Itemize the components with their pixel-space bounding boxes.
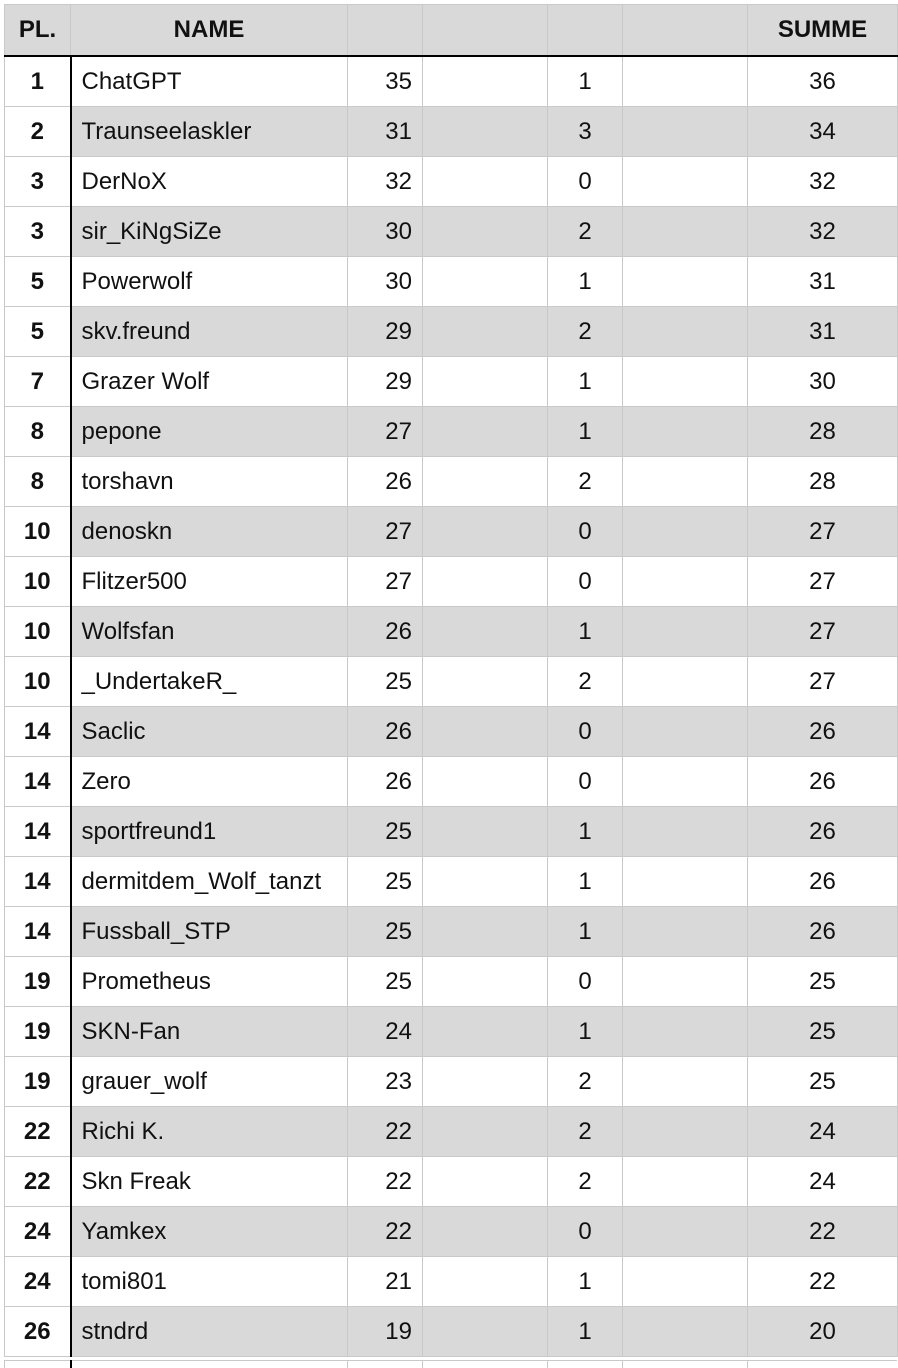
cell-place: 10 bbox=[5, 557, 71, 607]
table-row bbox=[5, 1307, 898, 1357]
table-row bbox=[5, 857, 898, 907]
cell-empty bbox=[623, 307, 748, 357]
cell-bonus: 0 bbox=[548, 557, 623, 607]
cell-name: Flitzer500 bbox=[71, 557, 348, 607]
cell-sum: 34 bbox=[748, 107, 898, 157]
cell-bonus: 0 bbox=[548, 1207, 623, 1257]
cell-empty bbox=[423, 957, 548, 1007]
cell-place: 10 bbox=[5, 657, 71, 707]
cell-points: 24 bbox=[348, 1007, 423, 1057]
cell-empty bbox=[623, 957, 748, 1007]
table-row bbox=[5, 1207, 898, 1257]
cell-empty bbox=[423, 1057, 548, 1107]
table-row bbox=[5, 457, 898, 507]
cell-points: 29 bbox=[348, 307, 423, 357]
ranking-table-container bbox=[4, 4, 897, 1357]
cell-sum: 26 bbox=[748, 907, 898, 957]
header-sum: SUMME bbox=[748, 5, 898, 57]
table-row bbox=[5, 607, 898, 657]
cell-name: pepone bbox=[71, 407, 348, 457]
cell-points: 29 bbox=[348, 357, 423, 407]
cell-place: 7 bbox=[5, 357, 71, 407]
cell-empty bbox=[623, 757, 748, 807]
cell-place: 14 bbox=[5, 757, 71, 807]
cell-sum: 32 bbox=[748, 157, 898, 207]
cell-place: 2 bbox=[5, 107, 71, 157]
cell-sum: 28 bbox=[748, 407, 898, 457]
partial-cell bbox=[348, 1361, 423, 1368]
cell-name: torshavn bbox=[71, 457, 348, 507]
cell-points: 30 bbox=[348, 207, 423, 257]
cell-bonus: 1 bbox=[548, 807, 623, 857]
cell-bonus: 1 bbox=[548, 56, 623, 107]
cell-name: Zero bbox=[71, 757, 348, 807]
cell-empty bbox=[423, 357, 548, 407]
cell-place: 14 bbox=[5, 707, 71, 757]
cell-place: 19 bbox=[5, 1007, 71, 1057]
cell-name: ChatGPT bbox=[71, 56, 348, 107]
cell-place: 22 bbox=[5, 1107, 71, 1157]
cell-place: 1 bbox=[5, 56, 71, 107]
cell-sum: 31 bbox=[748, 257, 898, 307]
cell-name: dermitdem_Wolf_tanzt bbox=[71, 857, 348, 907]
cell-empty bbox=[423, 607, 548, 657]
cell-name: Grazer Wolf bbox=[71, 357, 348, 407]
cell-name: Yamkex bbox=[71, 1207, 348, 1257]
cell-empty bbox=[423, 257, 548, 307]
partial-cell bbox=[71, 1361, 348, 1368]
cell-sum: 25 bbox=[748, 1007, 898, 1057]
cell-bonus: 0 bbox=[548, 757, 623, 807]
cell-sum: 20 bbox=[748, 1307, 898, 1357]
cell-place: 14 bbox=[5, 857, 71, 907]
cell-name: Saclic bbox=[71, 707, 348, 757]
cell-sum: 31 bbox=[748, 307, 898, 357]
cell-points: 25 bbox=[348, 907, 423, 957]
cell-points: 25 bbox=[348, 957, 423, 1007]
cell-place: 24 bbox=[5, 1257, 71, 1307]
cell-empty bbox=[623, 56, 748, 107]
cell-bonus: 1 bbox=[548, 1307, 623, 1357]
cell-empty bbox=[423, 757, 548, 807]
cell-empty bbox=[423, 1307, 548, 1357]
cell-sum: 26 bbox=[748, 807, 898, 857]
table-row bbox=[5, 1157, 898, 1207]
table-row bbox=[5, 1007, 898, 1057]
cell-bonus: 1 bbox=[548, 407, 623, 457]
cell-sum: 26 bbox=[748, 857, 898, 907]
header-col4 bbox=[423, 5, 548, 57]
partial-cell bbox=[548, 1361, 623, 1368]
cell-bonus: 2 bbox=[548, 1157, 623, 1207]
cell-name: Skn Freak bbox=[71, 1157, 348, 1207]
cell-place: 8 bbox=[5, 407, 71, 457]
cell-points: 31 bbox=[348, 107, 423, 157]
cell-empty bbox=[423, 207, 548, 257]
cell-place: 5 bbox=[5, 257, 71, 307]
cell-bonus: 1 bbox=[548, 1007, 623, 1057]
cell-empty bbox=[623, 157, 748, 207]
cell-points: 26 bbox=[348, 607, 423, 657]
cell-name: Prometheus bbox=[71, 957, 348, 1007]
table-row bbox=[5, 807, 898, 857]
cell-place: 14 bbox=[5, 807, 71, 857]
table-row bbox=[5, 257, 898, 307]
cell-points: 25 bbox=[348, 657, 423, 707]
cell-sum: 27 bbox=[748, 607, 898, 657]
cell-empty bbox=[623, 407, 748, 457]
cell-sum: 26 bbox=[748, 757, 898, 807]
table-row bbox=[5, 557, 898, 607]
table-row bbox=[5, 357, 898, 407]
cell-empty bbox=[423, 56, 548, 107]
cell-empty bbox=[623, 1157, 748, 1207]
cell-bonus: 2 bbox=[548, 307, 623, 357]
cell-empty bbox=[623, 1057, 748, 1107]
cell-bonus: 3 bbox=[548, 107, 623, 157]
cell-name: sportfreund1 bbox=[71, 807, 348, 857]
cell-empty bbox=[623, 707, 748, 757]
header-col3 bbox=[348, 5, 423, 57]
cell-empty bbox=[423, 657, 548, 707]
cell-place: 10 bbox=[5, 507, 71, 557]
cell-empty bbox=[623, 557, 748, 607]
table-row bbox=[5, 907, 898, 957]
cell-place: 22 bbox=[5, 1157, 71, 1207]
cell-points: 22 bbox=[348, 1157, 423, 1207]
table-row bbox=[5, 1107, 898, 1157]
cell-empty bbox=[623, 357, 748, 407]
cell-sum: 28 bbox=[748, 457, 898, 507]
table-header bbox=[5, 5, 898, 57]
cell-points: 32 bbox=[348, 157, 423, 207]
cell-empty bbox=[423, 1207, 548, 1257]
cell-points: 27 bbox=[348, 407, 423, 457]
cell-empty bbox=[623, 257, 748, 307]
cell-empty bbox=[623, 1307, 748, 1357]
cell-empty bbox=[623, 907, 748, 957]
cell-points: 26 bbox=[348, 757, 423, 807]
cell-empty bbox=[423, 1257, 548, 1307]
cell-points: 25 bbox=[348, 857, 423, 907]
cell-sum: 22 bbox=[748, 1207, 898, 1257]
cell-bonus: 2 bbox=[548, 657, 623, 707]
cell-empty bbox=[623, 1207, 748, 1257]
table-row bbox=[5, 757, 898, 807]
cell-name: Fussball_STP bbox=[71, 907, 348, 957]
table-continuation bbox=[4, 1360, 897, 1368]
cell-name: sir_KiNgSiZe bbox=[71, 207, 348, 257]
cell-name: Wolfsfan bbox=[71, 607, 348, 657]
cell-empty bbox=[423, 407, 548, 457]
cell-points: 26 bbox=[348, 457, 423, 507]
cell-empty bbox=[623, 1107, 748, 1157]
cell-empty bbox=[623, 457, 748, 507]
cell-empty bbox=[423, 157, 548, 207]
table-row bbox=[5, 207, 898, 257]
table-row bbox=[5, 56, 898, 107]
cell-empty bbox=[423, 857, 548, 907]
partial-cell bbox=[748, 1361, 898, 1368]
cell-empty bbox=[623, 857, 748, 907]
cell-sum: 36 bbox=[748, 56, 898, 107]
cell-empty bbox=[623, 607, 748, 657]
cell-name: skv.freund bbox=[71, 307, 348, 357]
cell-bonus: 1 bbox=[548, 257, 623, 307]
cell-points: 23 bbox=[348, 1057, 423, 1107]
cell-empty bbox=[423, 707, 548, 757]
cell-name: _UndertakeR_ bbox=[71, 657, 348, 707]
cell-name: Traunseelaskler bbox=[71, 107, 348, 157]
cell-place: 8 bbox=[5, 457, 71, 507]
cell-name: tomi801 bbox=[71, 1257, 348, 1307]
header-col5 bbox=[548, 5, 623, 57]
cell-sum: 27 bbox=[748, 557, 898, 607]
cell-sum: 26 bbox=[748, 707, 898, 757]
cell-empty bbox=[623, 1007, 748, 1057]
cell-sum: 32 bbox=[748, 207, 898, 257]
cell-points: 21 bbox=[348, 1257, 423, 1307]
cell-empty bbox=[423, 1007, 548, 1057]
cell-empty bbox=[623, 107, 748, 157]
cell-name: denoskn bbox=[71, 507, 348, 557]
cell-sum: 30 bbox=[748, 357, 898, 407]
cell-sum: 24 bbox=[748, 1107, 898, 1157]
cell-empty bbox=[623, 207, 748, 257]
table-row bbox=[5, 407, 898, 457]
cell-points: 19 bbox=[348, 1307, 423, 1357]
table-row bbox=[5, 1257, 898, 1307]
cell-bonus: 2 bbox=[548, 207, 623, 257]
cell-sum: 24 bbox=[748, 1157, 898, 1207]
cell-empty bbox=[423, 1157, 548, 1207]
cell-place: 14 bbox=[5, 907, 71, 957]
cell-points: 27 bbox=[348, 507, 423, 557]
cell-name: Richi K. bbox=[71, 1107, 348, 1157]
cell-name: stndrd bbox=[71, 1307, 348, 1357]
table-row bbox=[5, 1057, 898, 1107]
table-row bbox=[5, 657, 898, 707]
cell-bonus: 1 bbox=[548, 907, 623, 957]
cell-empty bbox=[623, 657, 748, 707]
cell-bonus: 2 bbox=[548, 457, 623, 507]
cell-empty bbox=[423, 1107, 548, 1157]
cell-bonus: 1 bbox=[548, 357, 623, 407]
cell-sum: 22 bbox=[748, 1257, 898, 1307]
ranking-table bbox=[4, 4, 898, 1357]
cell-place: 24 bbox=[5, 1207, 71, 1257]
cell-empty bbox=[623, 1257, 748, 1307]
cell-sum: 27 bbox=[748, 507, 898, 557]
table-row bbox=[5, 707, 898, 757]
partial-row bbox=[5, 1361, 898, 1368]
partial-cell bbox=[423, 1361, 548, 1368]
cell-bonus: 2 bbox=[548, 1057, 623, 1107]
cell-place: 3 bbox=[5, 207, 71, 257]
partial-cell bbox=[623, 1361, 748, 1368]
table-row bbox=[5, 957, 898, 1007]
cell-bonus: 1 bbox=[548, 607, 623, 657]
cell-empty bbox=[423, 907, 548, 957]
cell-place: 3 bbox=[5, 157, 71, 207]
header-row bbox=[5, 5, 898, 57]
cell-bonus: 2 bbox=[548, 1107, 623, 1157]
cell-empty bbox=[423, 307, 548, 357]
table-row bbox=[5, 507, 898, 557]
cell-place: 10 bbox=[5, 607, 71, 657]
cell-sum: 27 bbox=[748, 657, 898, 707]
header-place: PL. bbox=[5, 5, 71, 57]
cell-bonus: 0 bbox=[548, 157, 623, 207]
cell-sum: 25 bbox=[748, 1057, 898, 1107]
cell-name: SKN-Fan bbox=[71, 1007, 348, 1057]
table-row bbox=[5, 307, 898, 357]
cell-empty bbox=[423, 557, 548, 607]
cell-empty bbox=[623, 507, 748, 557]
cell-bonus: 0 bbox=[548, 507, 623, 557]
cell-empty bbox=[623, 807, 748, 857]
cell-name: Powerwolf bbox=[71, 257, 348, 307]
cell-points: 35 bbox=[348, 56, 423, 107]
cell-points: 22 bbox=[348, 1107, 423, 1157]
cell-sum: 25 bbox=[748, 957, 898, 1007]
cell-bonus: 0 bbox=[548, 707, 623, 757]
cell-place: 19 bbox=[5, 1057, 71, 1107]
cell-bonus: 1 bbox=[548, 857, 623, 907]
partial-cell-place bbox=[5, 1361, 71, 1368]
cell-points: 27 bbox=[348, 557, 423, 607]
header-col6 bbox=[623, 5, 748, 57]
cell-name: grauer_wolf bbox=[71, 1057, 348, 1107]
cell-empty bbox=[423, 507, 548, 557]
cell-empty bbox=[423, 107, 548, 157]
cell-place: 26 bbox=[5, 1307, 71, 1357]
cell-points: 22 bbox=[348, 1207, 423, 1257]
cell-points: 25 bbox=[348, 807, 423, 857]
header-name: NAME bbox=[71, 5, 348, 57]
cell-bonus: 1 bbox=[548, 1257, 623, 1307]
cell-place: 5 bbox=[5, 307, 71, 357]
cell-bonus: 0 bbox=[548, 957, 623, 1007]
cell-empty bbox=[423, 807, 548, 857]
cell-place: 19 bbox=[5, 957, 71, 1007]
table-body bbox=[5, 56, 898, 1357]
table-row bbox=[5, 157, 898, 207]
cell-points: 30 bbox=[348, 257, 423, 307]
cell-points: 26 bbox=[348, 707, 423, 757]
cell-name: DerNoX bbox=[71, 157, 348, 207]
table-row bbox=[5, 107, 898, 157]
cell-empty bbox=[423, 457, 548, 507]
